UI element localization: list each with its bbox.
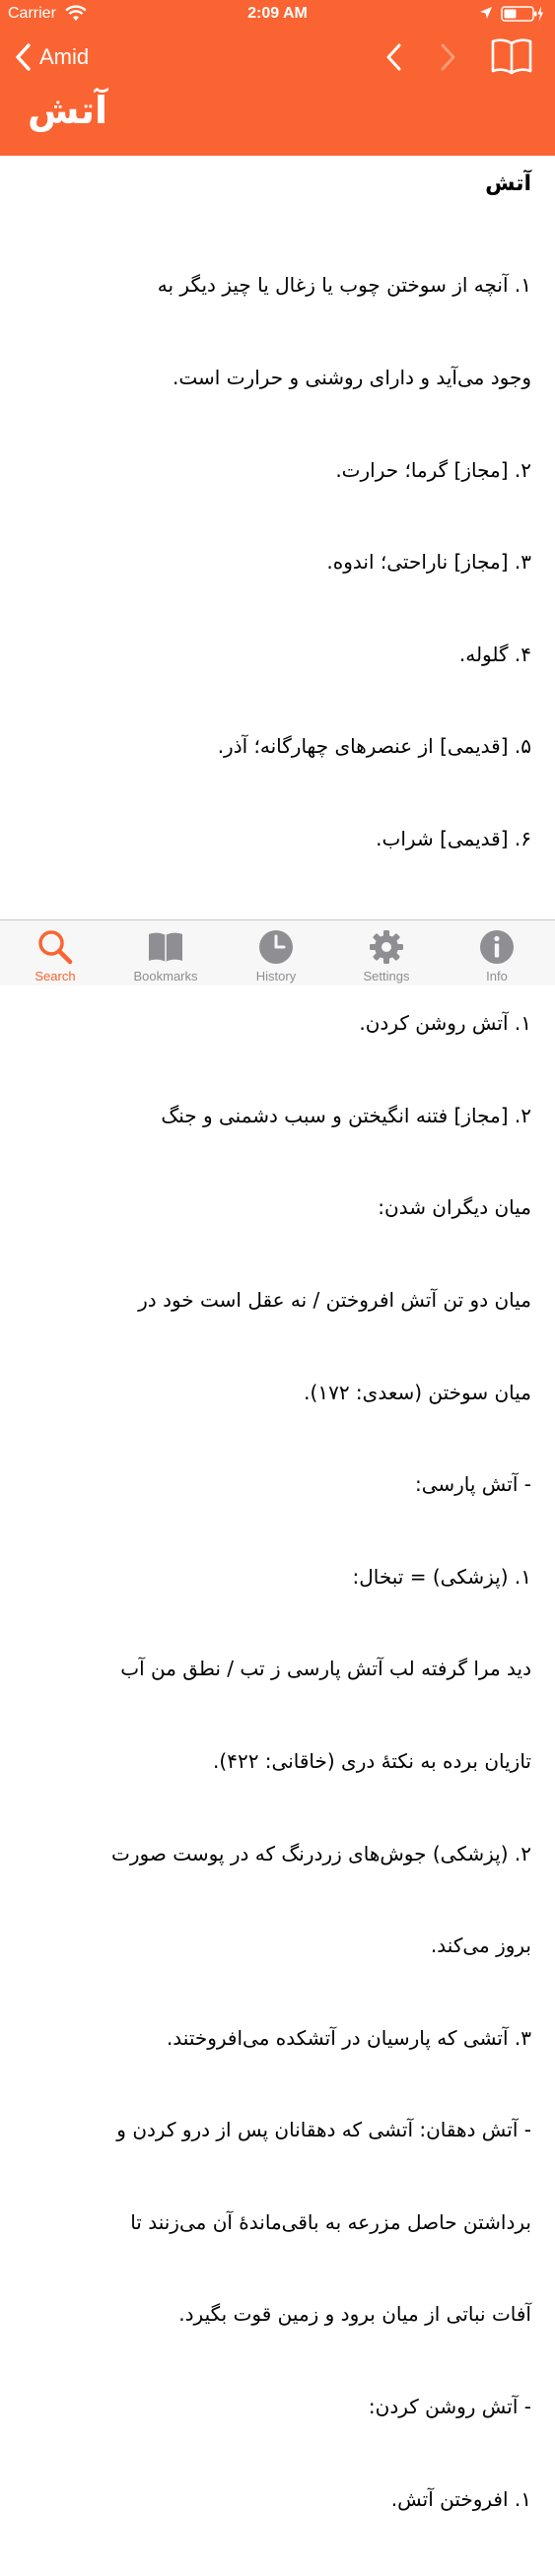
- location-icon: [479, 6, 493, 20]
- entry-heading: آتش: [485, 171, 531, 196]
- definition-line: ۱. افروختن آتش.: [390, 2486, 531, 2511]
- definition-line: ۱. آتش روشن کردن.: [359, 1011, 531, 1036]
- definition-line: - آتش دهقان: آتشی که دهقانان پس از درو کردن و: [116, 2118, 531, 2142]
- tab-info[interactable]: [442, 920, 552, 986]
- info-icon: [478, 928, 516, 966]
- definition-line: برداشتن حاصل مزرعه به باقی‌ماندهٔ آن می‌زنند تا: [130, 2209, 531, 2234]
- tab-bar: [0, 919, 555, 985]
- definition-line: ۲. (پزشکی) جوش‌های زردرنگ که در پوست صورت: [111, 1841, 531, 1865]
- tab-bookmarks[interactable]: [110, 920, 221, 986]
- definition-line: میان سوختن (سعدی: ۱۷۲).: [304, 1380, 531, 1404]
- carrier-label: Carrier: [8, 5, 56, 22]
- definition-line: آفات نباتی از میان برود و زمین قوت بگیرد.: [178, 2302, 531, 2327]
- page-title: آتش: [28, 89, 108, 132]
- definition-line: ۲. [مجاز] فتنه انگیختن و سبب دشمنی و جنگ: [161, 1103, 531, 1127]
- definition-line: بروز می‌کند.: [430, 1933, 531, 1958]
- definition-line: - آتش پارسی:: [414, 1472, 531, 1497]
- definition-line: ۱. آنچه از سوختن چوب یا زغال یا چیز دیگر به: [157, 273, 531, 298]
- entry-definition-text: [22, 209, 531, 2576]
- definition-line: تازیان برده به نکتهٔ دری (خاقانی: ۴۲۲).: [213, 1748, 531, 1773]
- status-bar: [0, 0, 555, 30]
- definition-line: ۵. [قدیمی] از عنصرهای چهارگانه؛ آذر.: [217, 734, 531, 759]
- tab-settings-label: Settings: [363, 969, 410, 983]
- definition-line: - آتش روشن کردن:: [368, 2395, 531, 2419]
- definition-line: ۲. [مجاز] گرما؛ حرارت.: [335, 457, 531, 482]
- tab-bookmarks-label: Bookmarks: [133, 969, 198, 983]
- tab-search[interactable]: [0, 920, 110, 986]
- bookmarks-icon: [147, 928, 184, 966]
- definition-line: ۳. [مجاز] ناراحتی؛ اندوه.: [326, 550, 531, 575]
- definition-line: ۳. آتشی که پارسیان در آتشکده می‌افروختند.: [166, 2025, 531, 2050]
- history-clock-icon: [257, 928, 295, 966]
- previous-entry-button[interactable]: [382, 41, 406, 73]
- gear-icon: [368, 928, 405, 966]
- tab-info-label: Info: [486, 969, 508, 983]
- next-entry-button[interactable]: [436, 41, 459, 73]
- definition-line: وجود می‌آید و دارای روشنی و حرارت است.: [173, 366, 531, 389]
- tab-history[interactable]: [221, 920, 331, 986]
- definition-line: میان دیگران شدن:: [378, 1195, 531, 1220]
- chevron-left-icon: [14, 42, 34, 72]
- definition-line: میان دو تن آتش افروختن / نه عقل است خود در: [138, 1287, 531, 1312]
- definition-line: ۶. [قدیمی] شراب.: [376, 826, 531, 850]
- tab-history-label: History: [255, 969, 297, 983]
- battery-charging-icon: [501, 5, 544, 23]
- search-icon: [36, 928, 74, 966]
- status-time: 2:09 AM: [247, 5, 308, 22]
- definition-line: دید مرا گرفته لب آتش پارسی ز تب / نطق من آب: [120, 1657, 531, 1681]
- navigation-header: [0, 0, 555, 156]
- book-icon[interactable]: [491, 37, 532, 75]
- tab-search-label: Search: [35, 969, 76, 983]
- definition-line: ۴. گلوله.: [458, 642, 531, 666]
- tab-settings[interactable]: [331, 920, 442, 986]
- definition-line: ۱. (پزشکی) = تبخال:: [352, 1564, 531, 1589]
- back-button[interactable]: [14, 39, 89, 75]
- back-button-label: Amid: [39, 44, 90, 69]
